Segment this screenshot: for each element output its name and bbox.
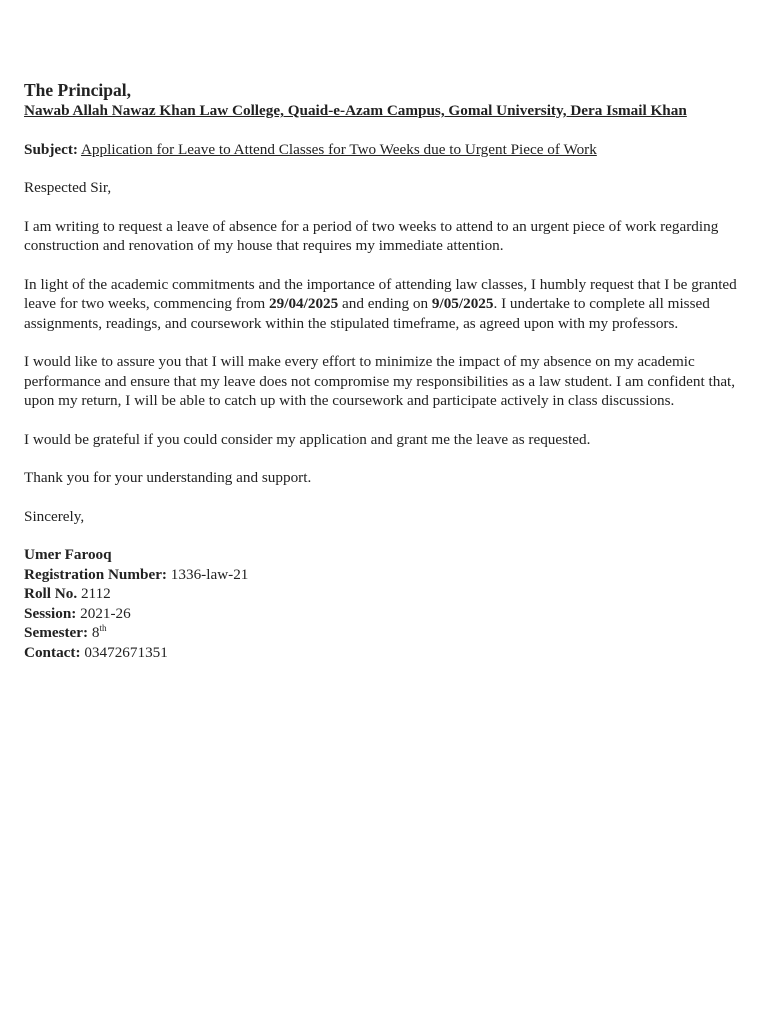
body-paragraph-2-part-b: and ending on <box>342 295 429 312</box>
registration-line <box>24 565 748 585</box>
subject-line <box>24 140 748 160</box>
recipient-title: The Principal, <box>24 80 131 100</box>
salutation: Respected Sir, <box>24 179 112 196</box>
signature-name: Umer Farooq <box>24 546 112 563</box>
closing: Sincerely, <box>24 507 85 525</box>
leave-start-date: 29/04/2025 <box>269 295 339 312</box>
body-paragraph-2-part-a: In light of the academic commitments and the importance of attending law classes, I humbly request that I be granted leave for two weeks, commencing from <box>24 275 737 312</box>
letter-page <box>24 79 748 662</box>
subject-label: Subject: <box>24 140 78 158</box>
semester-value: 8 <box>91 624 100 641</box>
body-paragraph-4: I would be grateful if you could consider my application and grant me the leave as requested. <box>24 430 591 448</box>
registration-label: Registration Number: <box>24 565 167 583</box>
subject-text: Application for Leave to Attend Classes for Two Weeks due to Urgent Piece of Work <box>80 140 597 158</box>
roll-value: 2112 <box>80 585 111 602</box>
session-line <box>24 604 748 624</box>
body-paragraph-1: I am writing to request a leave of absence for a period of two weeks to attend to an urgent piece of work regarding construction and renovation of my house that requires my immediate attention. <box>24 217 719 254</box>
contact-label: Contact: <box>24 643 81 661</box>
semester-suffix: th <box>99 623 107 633</box>
semester-label: Semester: <box>24 624 89 641</box>
registration-value: 1336-law-21 <box>170 565 249 583</box>
roll-line <box>24 584 748 604</box>
body-paragraph-2-part-c: . I undertake to complete all missed assignments, readings, and coursework within the stipulated timeframe, as agreed upon with my professors. <box>24 295 710 332</box>
session-value: 2021-26 <box>80 604 131 622</box>
recipient-organization: Nawab Allah Nawaz Khan Law College, Quaid-e-Azam Campus, Gomal University, Dera Ismail Khan <box>24 102 687 119</box>
signature-block <box>24 545 748 662</box>
contact-value: 03472671351 <box>84 643 168 661</box>
body-paragraph-2 <box>24 275 748 334</box>
contact-line <box>24 643 748 663</box>
session-label: Session: <box>24 604 77 622</box>
body-paragraph-3: I would like to assure you that I will make every effort to minimize the impact of my absence on my academic performance and ensure that my leave does not compromise my responsibilities as a law student. I am confident that, upon my return, I will be able to catch up with the coursework and participate actively in class discussions. <box>24 353 736 409</box>
semester-line <box>24 623 748 643</box>
leave-end-date: 9/05/2025 <box>431 295 494 312</box>
body-paragraph-5: Thank you for your understanding and support. <box>24 469 312 486</box>
roll-label: Roll No. <box>24 585 78 602</box>
